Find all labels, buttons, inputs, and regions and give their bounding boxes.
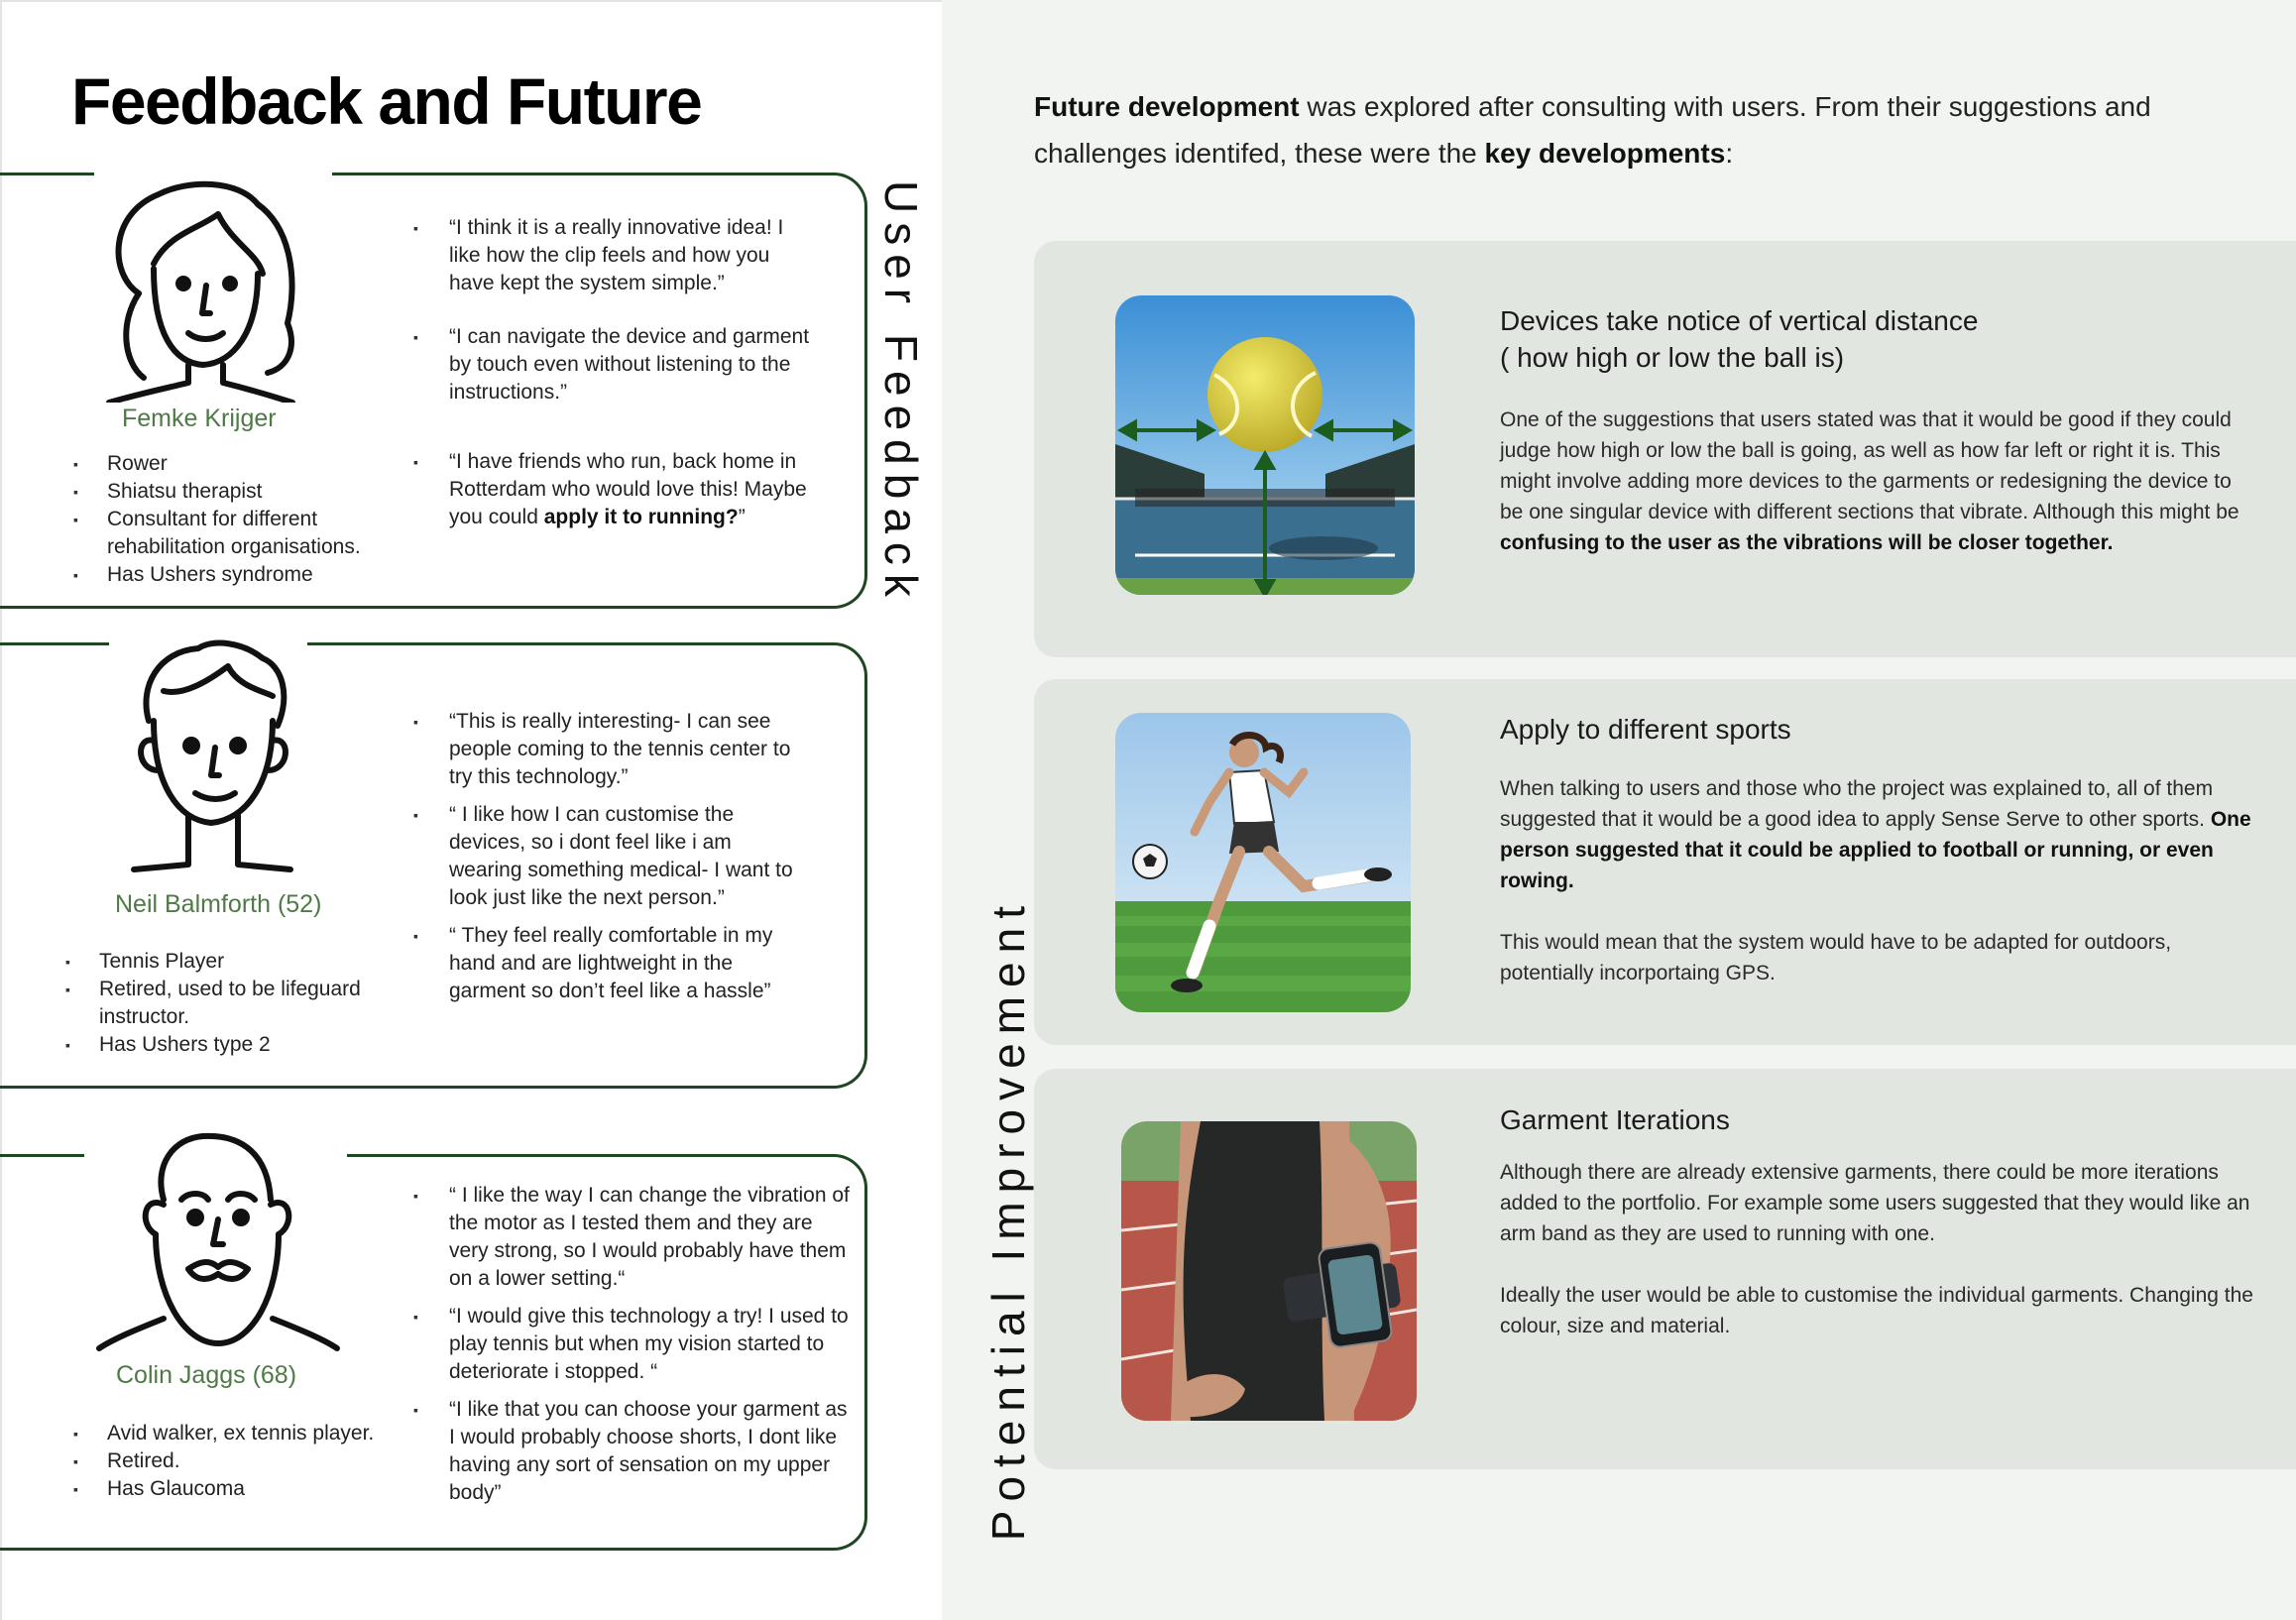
improvement-description: Although there are already extensive garments, there could be more iterations added to the portfolio. For example some users suggested that they would like an arm band as they are used to running with one. Ideally the user would be able to customise the individual garments. Changing the colour, size and material.: [1500, 1161, 2253, 1337]
improvement-title: Apply to different sports: [1500, 714, 1791, 745]
woman-avatar-icon: [99, 174, 307, 403]
user-facts-list: [73, 450, 401, 589]
user-name: Neil Balmforth (52): [115, 890, 322, 918]
user-feedback-label: User Feedback: [875, 180, 927, 606]
fact-item: ▪ Has Ushers syndrome: [73, 561, 401, 589]
improvement-card-vertical: [1034, 241, 2296, 657]
user-quotes-list: [413, 214, 810, 531]
quote-item: ▪ “I think it is a really innovative idea! I like how the clip feels and how you have kept the system simple.”: [413, 214, 810, 297]
page-title: Feedback and Future: [71, 64, 702, 138]
fact-item: ▪ Tennis Player: [65, 948, 393, 976]
user-quotes-list: [413, 1182, 850, 1507]
tennis-ball-court-photo: [1115, 295, 1415, 595]
quote-item: ▪ “ I like the way I can change the vibration of the motor as I tested them and they are very strong, so I would probably have them on a lower setting.“: [413, 1182, 850, 1293]
user-facts-list: [65, 948, 393, 1059]
improvement-card-sports: [1034, 679, 2296, 1045]
fact-item: ▪ Avid walker, ex tennis player.: [73, 1420, 401, 1447]
fact-item: ▪ Has Glaucoma: [73, 1475, 401, 1503]
football-player-photo: [1115, 713, 1411, 1012]
user-name: Colin Jaggs (68): [116, 1361, 297, 1389]
user-quotes-list: [413, 708, 810, 1005]
fact-item: ▪ Rower: [73, 450, 401, 478]
fact-item: ▪ Retired.: [73, 1447, 401, 1475]
quote-item: ▪ “I would give this technology a try! I used to play tennis but when my vision started to deteriorate i stopped. “: [413, 1303, 850, 1386]
quote-item: ▪ “I have friends who run, back home in Rotterdam who would love this! Maybe you could apply it to running?”: [413, 448, 810, 531]
fact-item: ▪ Consultant for different rehabilitation organisations.: [73, 506, 401, 561]
user-facts-list: [73, 1420, 401, 1503]
intro-paragraph: Future development was explored after consulting with users. From their suggestions and challenges identifed, these were the key developments:: [1034, 91, 2151, 169]
quote-item: ▪ “I can navigate the device and garment by touch even without listening to the instructions.”: [413, 323, 810, 406]
improvement-description: One of the suggestions that users stated was that it would be good if they could judge how high or low the ball is going, as well as how far left or right it is. This might involve adding more devices to the garments or redesigning the device to be one singular device with different sections that vibrate. Although this might be confusing to the user as the vibrations will be closer together.: [1500, 408, 2239, 554]
quote-item: ▪ “ I like how I can customise the devices, so i dont feel like i am wearing something medical- I want to look just like the next person.”: [413, 801, 810, 912]
fact-item: ▪ Retired, used to be lifeguard instructor.: [65, 976, 393, 1031]
improvement-title: Devices take notice of vertical distance ( how high or low the ball is): [1500, 305, 1979, 373]
man-avatar-icon: [114, 636, 302, 874]
improvement-card-garments: [1034, 1069, 2296, 1469]
fact-item: ▪ Has Ushers type 2: [65, 1031, 393, 1059]
quote-item: ▪ “I like that you can choose your garment as I would probably choose shorts, I dont like having any sort of sensation on my upper body”: [413, 1396, 850, 1507]
improvement-title: Garment Iterations: [1500, 1104, 1730, 1135]
fact-item: ▪ Shiatsu therapist: [73, 478, 401, 506]
bearded-man-avatar-icon: [94, 1130, 342, 1358]
user-name: Femke Krijger: [122, 405, 277, 432]
quote-item: ▪ “ They feel really comfortable in my hand and are lightweight in the garment so don’t feel like a hassle”: [413, 922, 810, 1005]
runner-armband-photo: [1121, 1121, 1417, 1421]
potential-improvement-label: Potential Improvement: [982, 897, 1034, 1542]
quote-item: ▪ “This is really interesting- I can see people coming to the tennis center to try this technology.”: [413, 708, 810, 791]
improvement-description: When talking to users and those who the project was explained to, all of them suggested that it would be a good idea to apply Sense Serve to other sports. One person suggested that it could be applied to football or running, or even rowing. This would mean that the system would have to be adapted for outdoors, potentially incorportaing GPS.: [1500, 777, 2251, 984]
